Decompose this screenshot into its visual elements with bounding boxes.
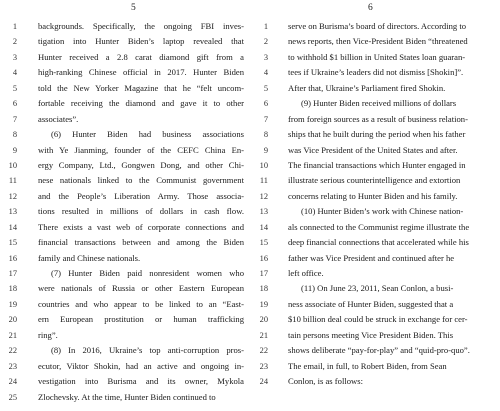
line-text: family and Chinese nationals. <box>38 252 141 263</box>
right-page-line <box>254 312 497 327</box>
line-number: 24 <box>8 377 17 387</box>
line-number: 23 <box>259 361 268 371</box>
line-number: 14 <box>259 222 268 232</box>
left-page-line <box>3 19 244 34</box>
right-page-line <box>254 343 497 358</box>
line-text: (6) Hunter Biden had business associations <box>51 129 244 140</box>
line-text: nese nationals linked to the Communist government <box>38 175 244 186</box>
right-page-number: 6 <box>368 3 373 13</box>
line-number: 20 <box>8 315 17 325</box>
right-page-line <box>254 143 497 158</box>
line-text: shows deliberate “pay-for-play” and “quid-pro-quo”. <box>288 345 470 356</box>
line-number: 4 <box>12 68 17 78</box>
line-number: 7 <box>263 114 268 124</box>
right-page-line <box>254 235 497 250</box>
line-text: tees if Ukraine’s leaders did not dismiss [Shokin]”. <box>288 67 464 78</box>
line-number: 13 <box>8 207 17 217</box>
line-number: 21 <box>259 330 268 340</box>
line-number: 18 <box>8 284 17 294</box>
line-number: 19 <box>8 299 17 309</box>
line-text: ness associate of Hunter Biden, suggested that a <box>288 298 454 309</box>
left-page-number: 5 <box>131 3 136 13</box>
line-number: 14 <box>8 222 17 232</box>
line-number: 21 <box>8 330 17 340</box>
left-page-line <box>3 328 244 343</box>
line-text: tigation into Hunter Biden’s laptop revealed that <box>38 36 244 47</box>
line-text: Zlochevsky. At the time, Hunter Biden continued to <box>38 391 216 402</box>
line-text: high-ranking Chinese official in 2017. Hunter Biden <box>38 67 244 78</box>
line-number: 8 <box>12 130 17 140</box>
right-page-line <box>254 328 497 343</box>
left-page-line <box>3 374 244 389</box>
right-page-line <box>254 81 497 96</box>
line-number: 2 <box>263 37 268 47</box>
right-page-line <box>254 65 497 80</box>
right-page-line <box>254 297 497 312</box>
line-text: The email, in full, to Robert Biden, from Sean <box>288 360 447 371</box>
line-number: 6 <box>263 99 268 109</box>
left-page-line <box>3 297 244 312</box>
left-page-line <box>3 251 244 266</box>
line-text: from foreign sources as a result of business relation- <box>288 113 468 124</box>
left-page-line <box>3 343 244 358</box>
line-text: vestigation into Burisma and its owner, Mykola <box>38 376 244 387</box>
line-text: serve on Burisma’s board of directors. According to <box>288 21 467 31</box>
left-page-line <box>3 266 244 281</box>
left-page-line <box>3 204 244 219</box>
line-number: 5 <box>263 83 268 93</box>
line-number: 15 <box>259 238 268 248</box>
line-text: concerns relating to Hunter Biden and his family. <box>288 190 458 201</box>
line-text: ships that he built during the period when his father <box>288 129 466 140</box>
line-number: 11 <box>259 176 268 186</box>
line-number: 24 <box>259 377 268 387</box>
line-text: backgrounds. Specifically, the ongoing FBI inves- <box>38 21 244 31</box>
line-number: 25 <box>8 392 17 402</box>
left-page-line <box>3 390 244 405</box>
right-page-line <box>254 266 497 281</box>
line-number: 13 <box>259 207 268 217</box>
line-number: 22 <box>8 346 17 356</box>
left-page-line <box>3 220 244 235</box>
line-text: (9) Hunter Biden received millions of dollars <box>301 98 457 109</box>
line-text: associates”. <box>38 113 79 124</box>
line-text: to withhold $1 billion in United States loan guaran- <box>288 51 466 62</box>
line-number: 1 <box>12 22 17 31</box>
right-page-line <box>254 204 497 219</box>
left-page-line <box>3 189 244 204</box>
left-page-line <box>3 143 244 158</box>
line-text: left office. <box>288 268 324 278</box>
right-page-line <box>254 173 497 188</box>
left-page-line <box>3 96 244 111</box>
line-text: were nationals of Russia or other Eastern European <box>38 283 244 294</box>
line-number: 9 <box>12 145 17 155</box>
left-page-line <box>3 112 244 127</box>
line-text: After that, Ukraine’s Parliament fired Shokin. <box>288 82 446 93</box>
line-text: tions resulted in millions of dollars in cash flow. <box>38 206 244 217</box>
right-page-line <box>254 34 497 49</box>
right-page-line <box>254 158 497 173</box>
line-text: (8) In 2016, Ukraine’s top anti-corruption pros- <box>51 345 244 356</box>
line-number: 5 <box>12 83 17 93</box>
line-number: 1 <box>263 22 268 31</box>
right-page-line <box>254 96 497 111</box>
right-page-line <box>254 251 497 266</box>
line-text: was Vice President of the United States and after. <box>288 144 458 155</box>
line-number: 15 <box>8 238 17 248</box>
right-page-line <box>254 127 497 142</box>
line-text: ern European prostitution or human trafficking <box>38 314 244 325</box>
right-page-line <box>254 19 497 34</box>
line-number: 2 <box>12 37 17 47</box>
line-number: 8 <box>263 130 268 140</box>
line-text: news reports, then Vice-President Biden “threatened <box>288 36 468 47</box>
line-number: 4 <box>263 68 268 78</box>
line-number: 18 <box>259 284 268 294</box>
line-text: ecutor, Viktor Shokin, had an active and ongoing in- <box>38 360 244 371</box>
line-text: ring”. <box>38 329 58 340</box>
line-number: 22 <box>259 346 268 356</box>
line-text: The financial transactions which Hunter engaged in <box>288 159 466 170</box>
right-page-line <box>254 281 497 296</box>
line-text: told the New Yorker Magazine that he “felt uncom- <box>38 82 244 93</box>
line-text: ergy Company, Ltd., Gongwen Dong, and other Chi- <box>38 159 244 170</box>
right-page-line <box>254 112 497 127</box>
left-page-line <box>3 65 244 80</box>
line-number: 3 <box>263 52 268 62</box>
line-number: 9 <box>263 145 268 155</box>
line-number: 11 <box>8 176 17 186</box>
line-number: 12 <box>8 191 17 201</box>
line-number: 6 <box>12 99 17 109</box>
left-page-line <box>3 359 244 374</box>
left-page-line <box>3 127 244 142</box>
line-text: als connected to the Communist regime illustrate the <box>288 221 470 232</box>
line-text: and the People’s Liberation Army. Those associa- <box>38 190 244 201</box>
line-text: illustrate serious counterintelligence and extortion <box>288 175 461 186</box>
right-page-line <box>254 189 497 204</box>
left-page-line <box>3 50 244 65</box>
line-text: deep financial connections that accelerated while his <box>288 237 469 248</box>
line-text: countries and who appear to be linked to an “East- <box>38 298 244 309</box>
line-text: (7) Hunter Biden paid nonresident women who <box>51 268 244 278</box>
line-text: fortable receiving the diamond and gave it to other <box>38 98 244 109</box>
line-text: $10 billion deal could be struck in exchange for cer- <box>288 314 468 325</box>
left-page-line <box>3 158 244 173</box>
line-text: Hunter received a 2.8 carat diamond gift from a <box>38 51 244 62</box>
left-page-line <box>3 34 244 49</box>
left-page-line <box>3 312 244 327</box>
right-page-column <box>254 19 497 390</box>
line-number: 20 <box>259 315 268 325</box>
right-page-line <box>254 359 497 374</box>
line-number: 10 <box>259 160 268 170</box>
line-number: 16 <box>259 253 268 263</box>
line-number: 3 <box>12 52 17 62</box>
left-page-column <box>3 19 244 405</box>
left-page-line <box>3 235 244 250</box>
right-page-line <box>254 374 497 389</box>
left-page-line <box>3 81 244 96</box>
line-number: 7 <box>12 114 17 124</box>
line-number: 23 <box>8 361 17 371</box>
line-text: (11) On June 23, 2011, Sean Conlon, a busi- <box>301 283 454 294</box>
left-page-line <box>3 281 244 296</box>
line-number: 16 <box>8 253 17 263</box>
line-number: 17 <box>259 269 268 278</box>
line-number: 12 <box>259 191 268 201</box>
line-text: tain persons meeting Vice President Biden. This <box>288 329 454 340</box>
left-page-line <box>3 173 244 188</box>
line-number: 19 <box>259 299 268 309</box>
line-text: father was Vice President and continued after he <box>288 252 455 263</box>
line-number: 10 <box>8 160 17 170</box>
line-text: There exists a vast web of corporate connections and <box>38 221 244 232</box>
line-text: Conlon, is as follows: <box>288 376 363 387</box>
right-page-line <box>254 50 497 65</box>
line-text: financial transactions between and among the Biden <box>38 237 244 248</box>
right-page-line <box>254 220 497 235</box>
line-number: 17 <box>8 269 17 278</box>
line-text: with Ye Jianming, founder of the CEFC China En- <box>38 144 244 155</box>
line-text: (10) Hunter Biden’s work with Chinese nation- <box>301 206 464 217</box>
